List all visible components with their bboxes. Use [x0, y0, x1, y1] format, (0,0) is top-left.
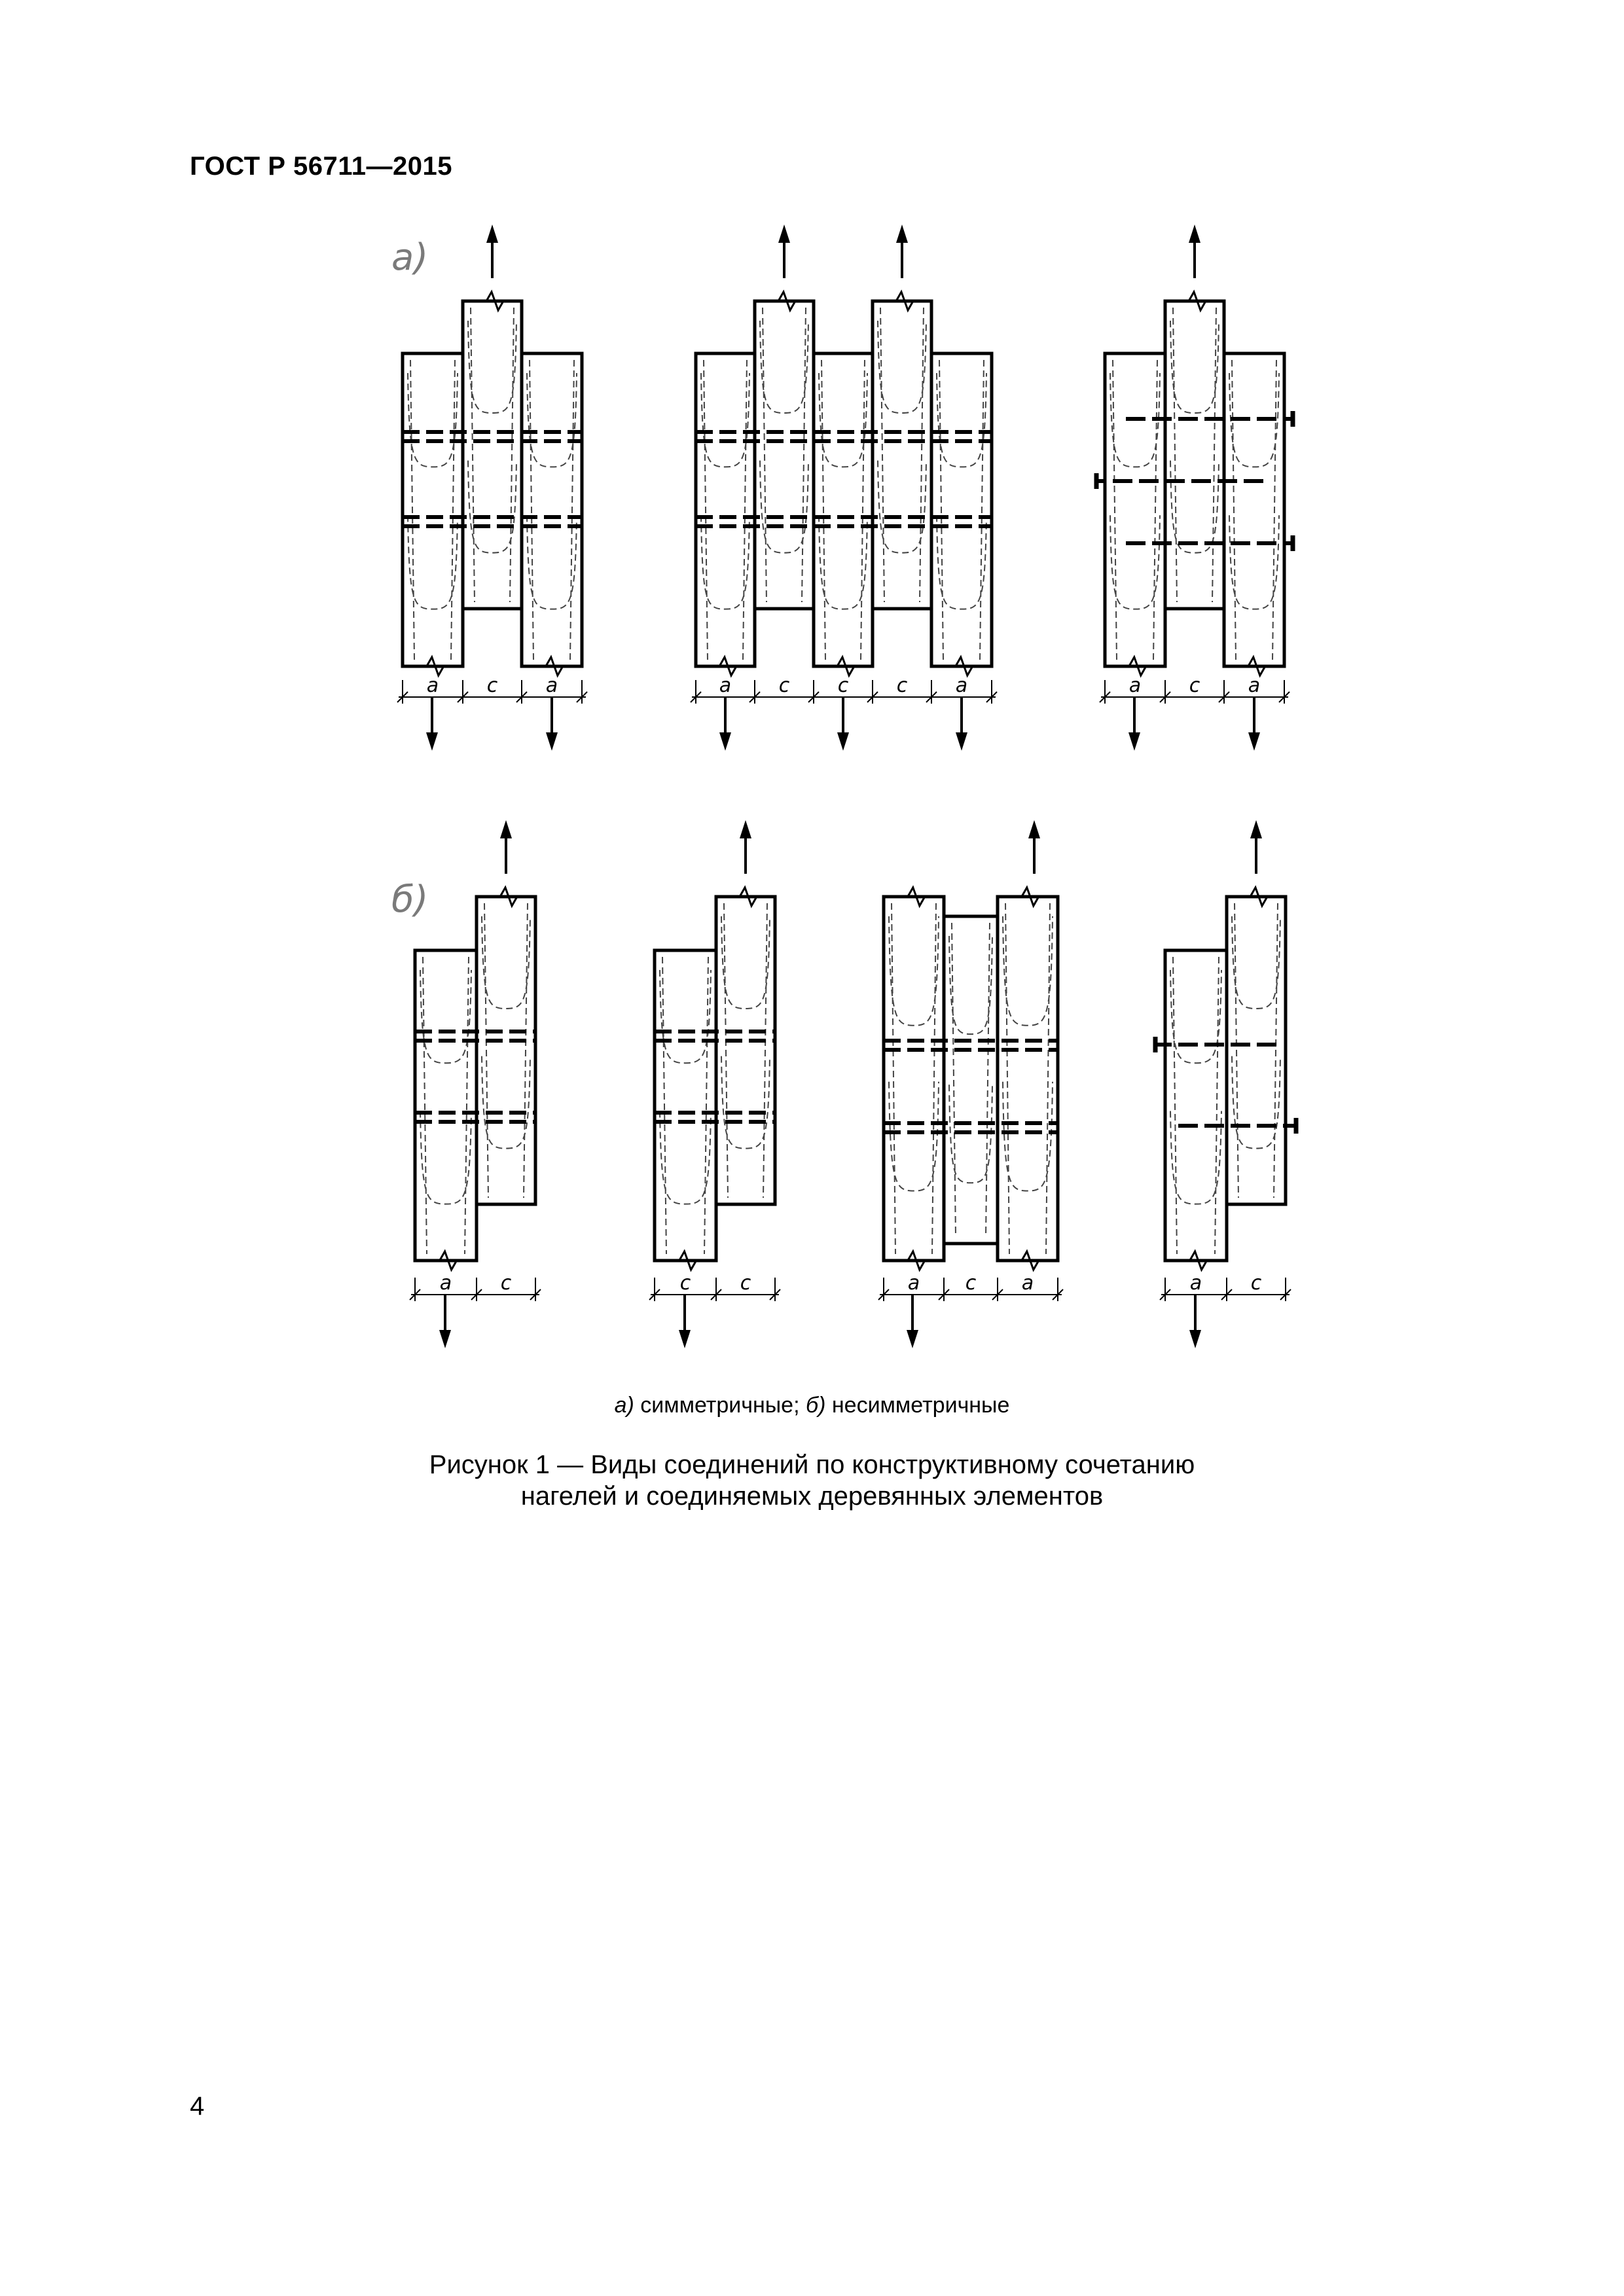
dimension-label: с — [740, 1272, 751, 1295]
member-plank — [1105, 353, 1165, 666]
load-arrow-down — [426, 732, 438, 751]
dimension-label: а — [907, 1272, 920, 1295]
member-plank — [1227, 897, 1286, 1204]
caption-line-1: Рисунок 1 — Виды соединений по конструктивному сочетанию — [429, 1450, 1195, 1479]
member-plank — [814, 353, 873, 666]
member-plank — [463, 301, 522, 609]
dimension-label: а — [545, 674, 558, 697]
load-arrow-up — [1250, 820, 1262, 838]
load-arrow-up — [896, 224, 908, 243]
load-arrow-down — [837, 732, 849, 751]
member-plank — [1165, 301, 1224, 609]
load-arrow-down — [1128, 732, 1140, 751]
member-plank — [755, 301, 814, 609]
dimension-label: а — [439, 1272, 452, 1295]
load-arrow-down — [1189, 1330, 1201, 1348]
panel-label-b: б) — [391, 878, 429, 921]
load-arrow-up — [740, 820, 751, 838]
figure-caption — [0, 1449, 1624, 1512]
subcaption-a-text: симметричные; — [634, 1393, 806, 1418]
dimension-label: а — [719, 674, 732, 697]
load-arrow-down — [907, 1330, 918, 1348]
subcaption-b-text: несимметричные — [825, 1393, 1010, 1418]
dimension-label: с — [1250, 1272, 1262, 1295]
member-plank — [1224, 353, 1284, 666]
dimension-label: а — [1189, 1272, 1202, 1295]
load-arrow-down — [956, 732, 967, 751]
load-arrow-down — [546, 732, 558, 751]
dimension-label: а — [1248, 674, 1261, 697]
dimension-label: с — [500, 1272, 512, 1295]
load-arrow-up — [1028, 820, 1040, 838]
dimension-label: с — [965, 1272, 977, 1295]
dimension-label: с — [679, 1272, 691, 1295]
member-plank — [477, 897, 535, 1204]
caption-line-2: нагелей и соединяемых деревянных элементов — [520, 1482, 1104, 1511]
dimension-label: с — [837, 674, 849, 697]
load-arrow-down — [719, 732, 731, 751]
dimension-label: с — [1189, 674, 1200, 697]
dimension-label: с — [778, 674, 790, 697]
subcaption-a-label: а) — [614, 1393, 634, 1418]
load-arrow-up — [778, 224, 790, 243]
figure-subcaption — [0, 1393, 1624, 1418]
member-plank — [873, 301, 931, 609]
page-number: 4 — [190, 2092, 205, 2121]
subcaption-b-label: б) — [805, 1393, 826, 1418]
member-plank — [716, 897, 775, 1204]
member-plank — [403, 353, 463, 666]
dimension-label: а — [1021, 1272, 1034, 1295]
load-arrow-down — [679, 1330, 691, 1348]
load-arrow-up — [1189, 224, 1200, 243]
dimension-label: с — [486, 674, 498, 697]
dimension-label: а — [1128, 674, 1142, 697]
load-arrow-up — [486, 224, 498, 243]
member-plank — [931, 353, 992, 666]
dimension-label: а — [955, 674, 968, 697]
dimension-label: а — [426, 674, 439, 697]
member-plank — [522, 353, 582, 666]
document-header: ГОСТ Р 56711—2015 — [190, 152, 452, 181]
load-arrow-up — [500, 820, 512, 838]
member-plank — [696, 353, 755, 666]
load-arrow-down — [1248, 732, 1260, 751]
panel-label-a: а) — [391, 236, 429, 279]
load-arrow-down — [439, 1330, 451, 1348]
dimension-label: с — [896, 674, 908, 697]
